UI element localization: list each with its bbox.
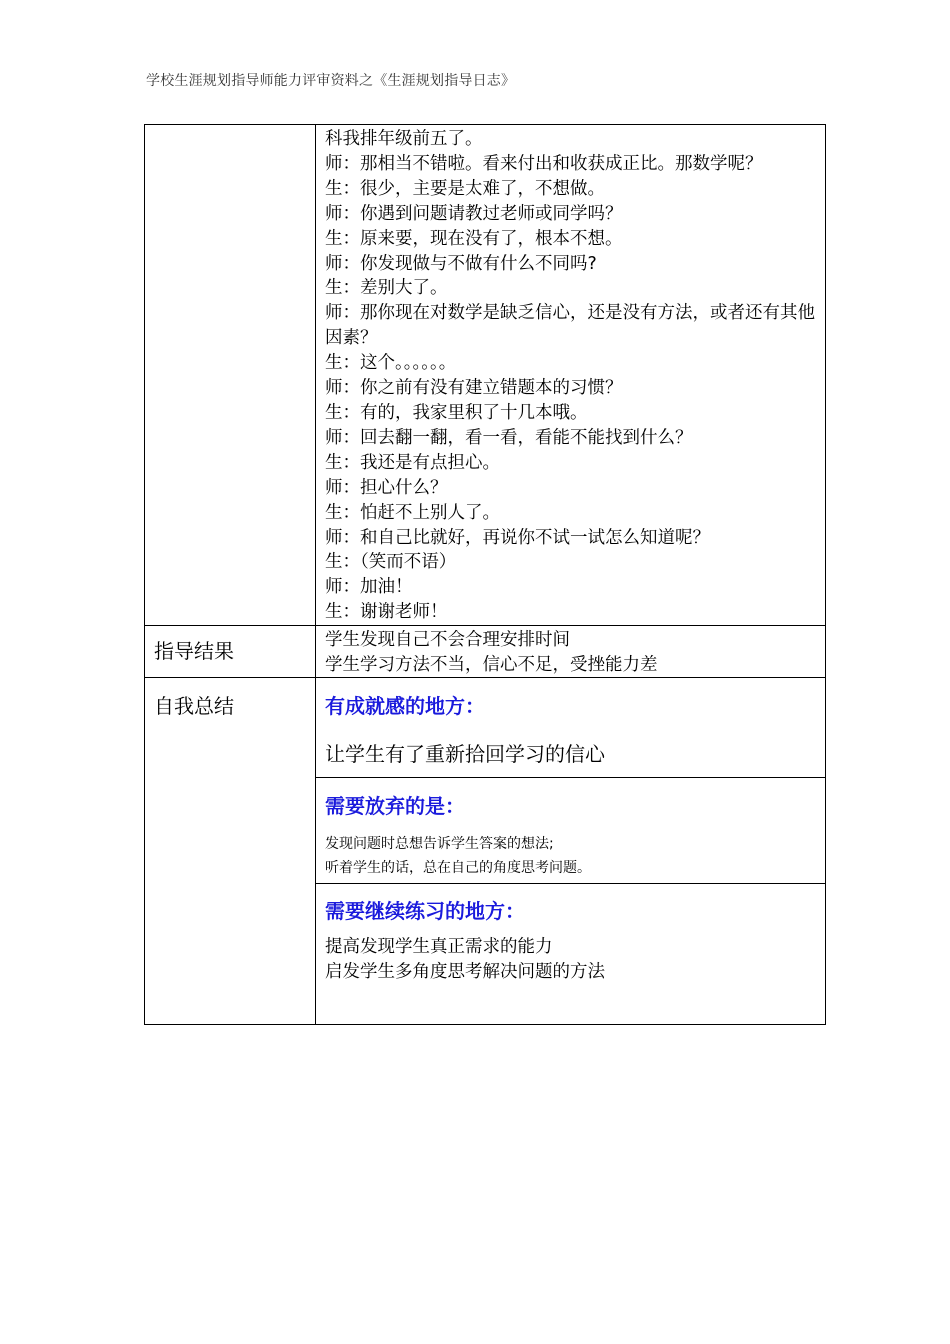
dialogue-line: 师：那相当不错啦。看来付出和收获成正比。那数学呢？ xyxy=(325,153,763,174)
practice-line: 提高发现学生真正需求的能力 xyxy=(325,937,553,958)
self-summary-label-cell xyxy=(145,678,316,1025)
achievement-line: 让学生有了重新拾回学习的信心 xyxy=(325,742,605,767)
dialogue-line: 师：担心什么？ xyxy=(325,477,448,498)
guidance-result-label: 指导结果 xyxy=(154,639,234,664)
dialogue-line: 生：谢谢老师！ xyxy=(325,602,448,623)
document-header: 学校生涯规划指导师能力评审资料之《生涯规划指导日志》 xyxy=(146,73,516,89)
dialogue-line: 师：你发现做与不做有什么不同吗? xyxy=(325,253,597,274)
dialogue-line: 师：加油！ xyxy=(325,577,413,598)
practice-body xyxy=(325,935,819,984)
practice-line: 启发学生多角度思考解决问题的方法 xyxy=(325,961,605,982)
dialogue-line: 师：你之前有没有建立错题本的习惯？ xyxy=(325,378,623,399)
dialogue-line: 生：很少，主要是太难了，不想做。 xyxy=(325,178,605,199)
give-up-title: 需要放弃的是： xyxy=(325,794,465,819)
self-summary-row xyxy=(145,678,826,1025)
dialogue-line: 生：我还是有点担心。 xyxy=(325,452,500,473)
self-summary-label: 自我总结 xyxy=(154,694,234,719)
dialogue-line: 师：回去翻一翻，看一看，看能不能找到什么？ xyxy=(325,427,693,448)
guidance-result-line: 学生学习方法不当，信心不足，受挫能力差 xyxy=(325,654,658,675)
dialogue-cell xyxy=(316,125,826,626)
dialogue-line: 生：这个。。。。。。 xyxy=(325,353,457,374)
practice-title: 需要继续练习的地方： xyxy=(325,899,525,924)
dialogue-line: 师：那你现在对数学是缺乏信心，还是没有方法，或者还有其他因素？ xyxy=(325,303,815,349)
dialogue-line: 生：有的，我家里积了十几本哦。 xyxy=(325,402,588,423)
self-summary-cell xyxy=(316,678,826,1025)
achievement-body xyxy=(325,740,819,768)
dialogue-line: 生：怕赶不上别人了。 xyxy=(325,502,500,523)
give-up-body xyxy=(325,832,819,880)
give-up-section xyxy=(316,778,825,884)
dialogue-row xyxy=(145,125,826,626)
dialogue-transcript xyxy=(316,125,825,625)
guidance-result-label-cell xyxy=(145,626,316,678)
dialogue-line: 师：你遇到问题请教过老师或同学吗？ xyxy=(325,203,623,224)
dialogue-line: 生：（笑而不语） xyxy=(325,552,457,573)
guidance-result-cell xyxy=(316,626,826,678)
dialogue-line: 科我排年级前五了。 xyxy=(325,129,483,149)
dialogue-line: 生：原来要，现在没有了，根本不想。 xyxy=(325,228,623,249)
dialogue-line: 师：和自己比就好，再说你不试一试怎么知道呢？ xyxy=(325,527,710,548)
guidance-result-row xyxy=(145,626,826,678)
guidance-result-line: 学生发现自己不会合理安排时间 xyxy=(325,630,570,651)
dialogue-line: 生：差别大了。 xyxy=(325,278,448,299)
achievement-section xyxy=(316,678,825,778)
give-up-line: 发现问题时总想告诉学生答案的想法; xyxy=(325,836,554,853)
guidance-log-table xyxy=(144,124,826,1025)
dialogue-label-cell xyxy=(145,125,316,626)
achievement-title: 有成就感的地方： xyxy=(325,694,485,719)
practice-section xyxy=(316,884,825,1024)
give-up-line: 听着学生的话，总在自己的角度思考问题。 xyxy=(325,860,591,877)
guidance-result-text xyxy=(316,626,825,677)
